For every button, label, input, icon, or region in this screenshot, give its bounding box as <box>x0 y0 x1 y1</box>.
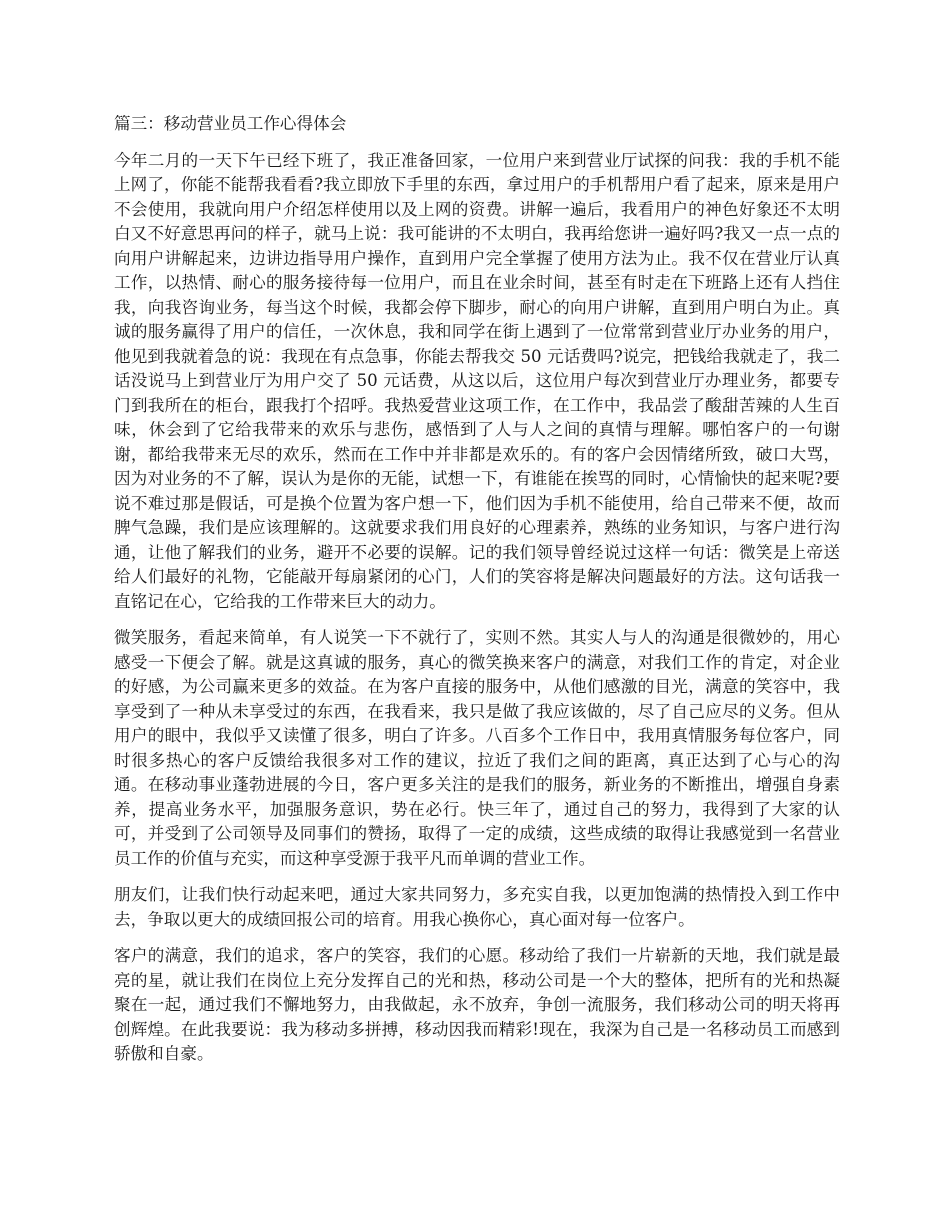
paragraph-4: 客户的满意，我们的追求，客户的笑容，我们的心愿。移动给了我们一片崭新的天地，我们就是最亮的星，就让我们在岗位上充分发挥自己的光和热，移动公司是一个大的整体，把所有的光和热凝聚在一起，通过我们不懈地努力，由我做起，永不放弃，争创一流服务，我们移动公司的明天将再创辉煌。在此我要说：我为移动多拼搏，移动因我而精彩!现在，我深为自己是一名移动员工而感到骄傲和自豪。 <box>114 946 840 1063</box>
paragraph-2: 微笑服务，看起来简单，有人说笑一下不就行了，实则不然。其实人与人的沟通是很微妙的，用心感受一下便会了解。就是这真诚的服务，真心的微笑换来客户的满意，对我们工作的肯定，对企业的好感，为公司赢来更多的效益。在为客户直接的服务中，从他们感激的目光，满意的笑容中，我享受到了一种从未享受过的东西，在我看来，我只是做了我应该做的，尽了自己应尽的义务。但从用户的眼中，我似乎又读懂了很多，明白了许多。八百多个工作日中，我用真情服务每位客户，同时很多热心的客户反馈给我很多对工作的建议，拉近了我们之间的距离，真正达到了心与心的沟通。在移动事业蓬勃进展的今日，客户更多关注的是我们的服务，新业务的不断推出，增强自身素养，提高业务水平，加强服务意识，势在必行。快三年了，通过自己的努力，我得到了大家的认可，并受到了公司领导及同事们的赞扬，取得了一定的成绩，这些成绩的取得让我感觉到一名营业员工作的价值与充实，而这种享受源于我平凡而单调的营业工作。 <box>114 628 840 868</box>
document-page <box>114 112 840 1079</box>
paragraph-3: 朋友们，让我们快行动起来吧，通过大家共同努力，多充实自我，以更加饱满的热情投入到工作中去，争取以更大的成绩回报公司的培育。用我心换你心，真心面对每一位客户。 <box>114 885 840 929</box>
paragraph-1: 今年二月的一天下午已经下班了，我正准备回家，一位用户来到营业厅试探的问我：我的手机不能上网了，你能不能帮我看看?我立即放下手里的东西，拿过用户的手机帮用户看了起来，原来是用户不会使用，我就向用户介绍怎样使用以及上网的资费。讲解一遍后，我看用户的神色好象还不太明白又不好意思再问的样子，就马上说：我可能讲的不太明白，我再给您讲一遍好吗?我又一点一点的向用户讲解起来，边讲边指导用户操作，直到用户完全掌握了使用方法为止。我不仅在营业厅认真工作，以热情、耐心的服务接待每一位用户，而且在业余时间，甚至有时走在下班路上还有人挡住我，向我咨询业务，每当这个时候，我都会停下脚步，耐心的向用户讲解，直到用户明白为止。真诚的服务赢得了用户的信任，一次休息，我和同学在街上遇到了一位常常到营业厅办业务的用户，他见到我就着急的说：我现在有点急事，你能去帮我交 50 元话费吗?说完，把钱给我就走了，我二话没说马上到营业厅为用户交了 50 元话费，从这以后，这位用户每次到营业厅办理业务，都要专门到我所在的柜台，跟我打个招呼。我热爱营业这项工作，在工作中，我品尝了酸甜苦辣的人生百味，休会到了它给我带来的欢乐与悲伤，感悟到了人与人之间的真情与理解。哪怕客户的一句谢谢，都给我带来无尽的欢乐，然而在工作中并非都是欢乐的。有的客户会因情绪所致，破口大骂，因为对业务的不了解，误认为是你的无能，试想一下，有谁能在挨骂的同时，心情愉快的起来呢?要说不难过那是假话，可是换个位置为客户想一下，他们因为手机不能使用，给自己带来不便，故而脾气急躁，我们是应该理解的。这就要求我们用良好的心理素养，熟练的业务知识，与客户进行沟通，让他了解我们的业务，避开不必要的误解。记的我们领导曾经说过这样一句话：微笑是上帝送给人们最好的礼物，它能敲开每扇紧闭的心门，人们的笑容将是解决问题最好的方法。这句话我一直铭记在心，它给我的工作带来巨大的动力。 <box>114 150 840 611</box>
document-title: 篇三：移动营业员工作心得体会 <box>114 114 347 133</box>
